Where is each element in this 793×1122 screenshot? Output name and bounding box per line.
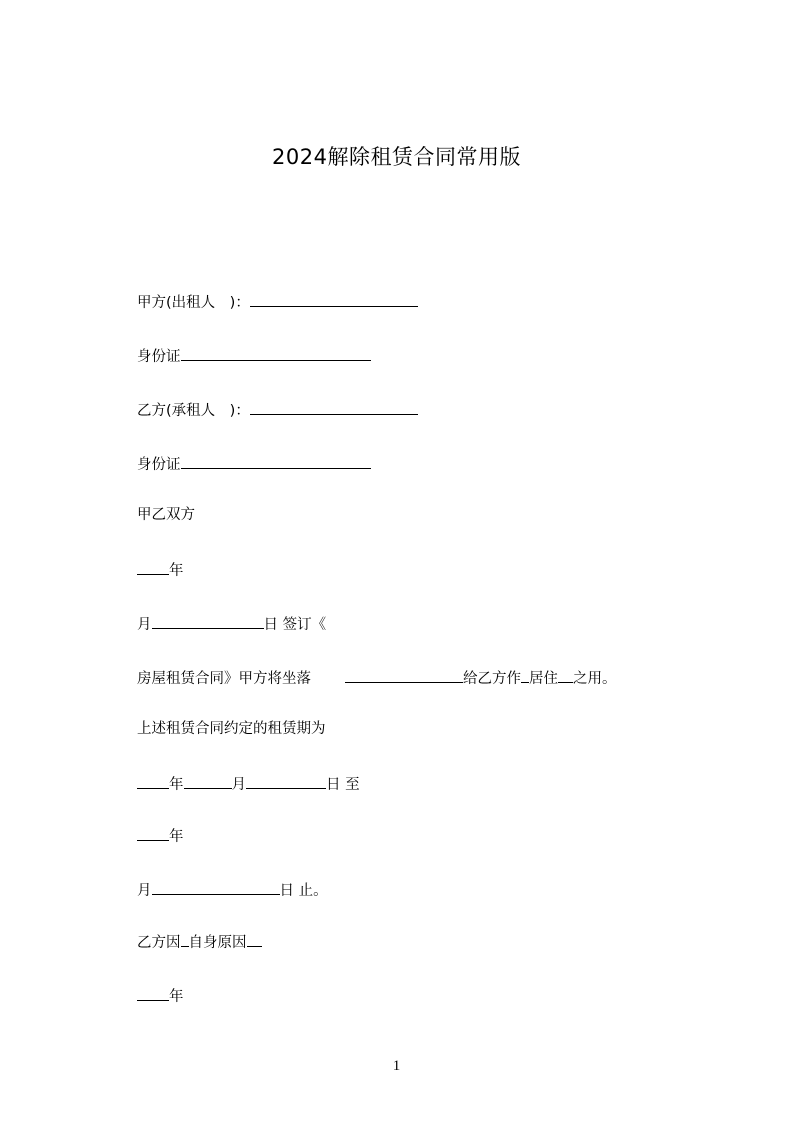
year-line-3: [137, 825, 184, 847]
contract-line: [137, 667, 617, 689]
year-blank-4[interactable]: [137, 985, 169, 1001]
month-blank-3[interactable]: [152, 879, 280, 895]
reason-blank-1[interactable]: [181, 931, 189, 947]
party-a-blank[interactable]: [250, 291, 418, 307]
own-reason-text: 自身原因: [188, 935, 247, 951]
contract-text: 房屋租赁合同》甲方将坐落: [137, 671, 311, 687]
residence-text: 居住: [529, 671, 558, 687]
year-line-1: [137, 559, 184, 581]
day-end-text: 日 止。: [279, 883, 328, 899]
id-b-label: 身份证: [137, 457, 181, 473]
id-b-line: [137, 453, 371, 475]
use-blank-2[interactable]: [558, 667, 573, 683]
document-title: 2024解除租赁合同常用版: [272, 145, 521, 169]
use-blank-1[interactable]: [521, 667, 529, 683]
day-signed-text: 日 签订《: [263, 617, 327, 633]
location-blank[interactable]: [345, 667, 463, 683]
page-number: 1: [392, 1058, 401, 1074]
both-parties-line: [137, 505, 195, 525]
term-line: [137, 719, 326, 739]
month-blank-1[interactable]: [152, 613, 264, 629]
year-label-2: 年: [169, 777, 184, 793]
sign-date-line: [137, 613, 326, 635]
year-label-3: 年: [169, 829, 184, 845]
id-b-blank[interactable]: [181, 453, 371, 469]
id-a-line: [137, 345, 371, 367]
give-b-text: 给乙方作: [463, 671, 521, 687]
term-start-line: [137, 773, 360, 795]
year-label-1: 年: [169, 563, 184, 579]
party-a-line: [137, 291, 418, 313]
party-b-line: [137, 399, 418, 421]
party-b-blank[interactable]: [250, 399, 418, 415]
reason-line: [137, 931, 262, 953]
use-end-text: 之用。: [573, 671, 617, 687]
year-blank-3[interactable]: [137, 825, 169, 841]
day-to-text: 日 至: [326, 777, 360, 793]
party-b-label: 乙方(承租人 )：: [137, 403, 250, 419]
b-because-text: 乙方因: [137, 935, 181, 951]
month-blank-2[interactable]: [184, 773, 232, 789]
month-label-3: 月: [137, 883, 152, 899]
term-text: 上述租赁合同约定的租赁期为: [137, 721, 326, 737]
reason-blank-2[interactable]: [247, 931, 262, 947]
term-end-line: [137, 879, 328, 901]
day-blank-2[interactable]: [246, 773, 326, 789]
id-a-label: 身份证: [137, 349, 181, 365]
party-a-label: 甲方(出租人 )：: [137, 295, 250, 311]
year-line-4: [137, 985, 184, 1007]
year-label-4: 年: [169, 989, 184, 1005]
id-a-blank[interactable]: [181, 345, 371, 361]
year-blank-1[interactable]: [137, 559, 169, 575]
month-label-2: 月: [231, 777, 246, 793]
month-label-1: 月: [137, 617, 152, 633]
both-parties-text: 甲乙双方: [137, 507, 195, 523]
year-blank-2[interactable]: [137, 773, 169, 789]
